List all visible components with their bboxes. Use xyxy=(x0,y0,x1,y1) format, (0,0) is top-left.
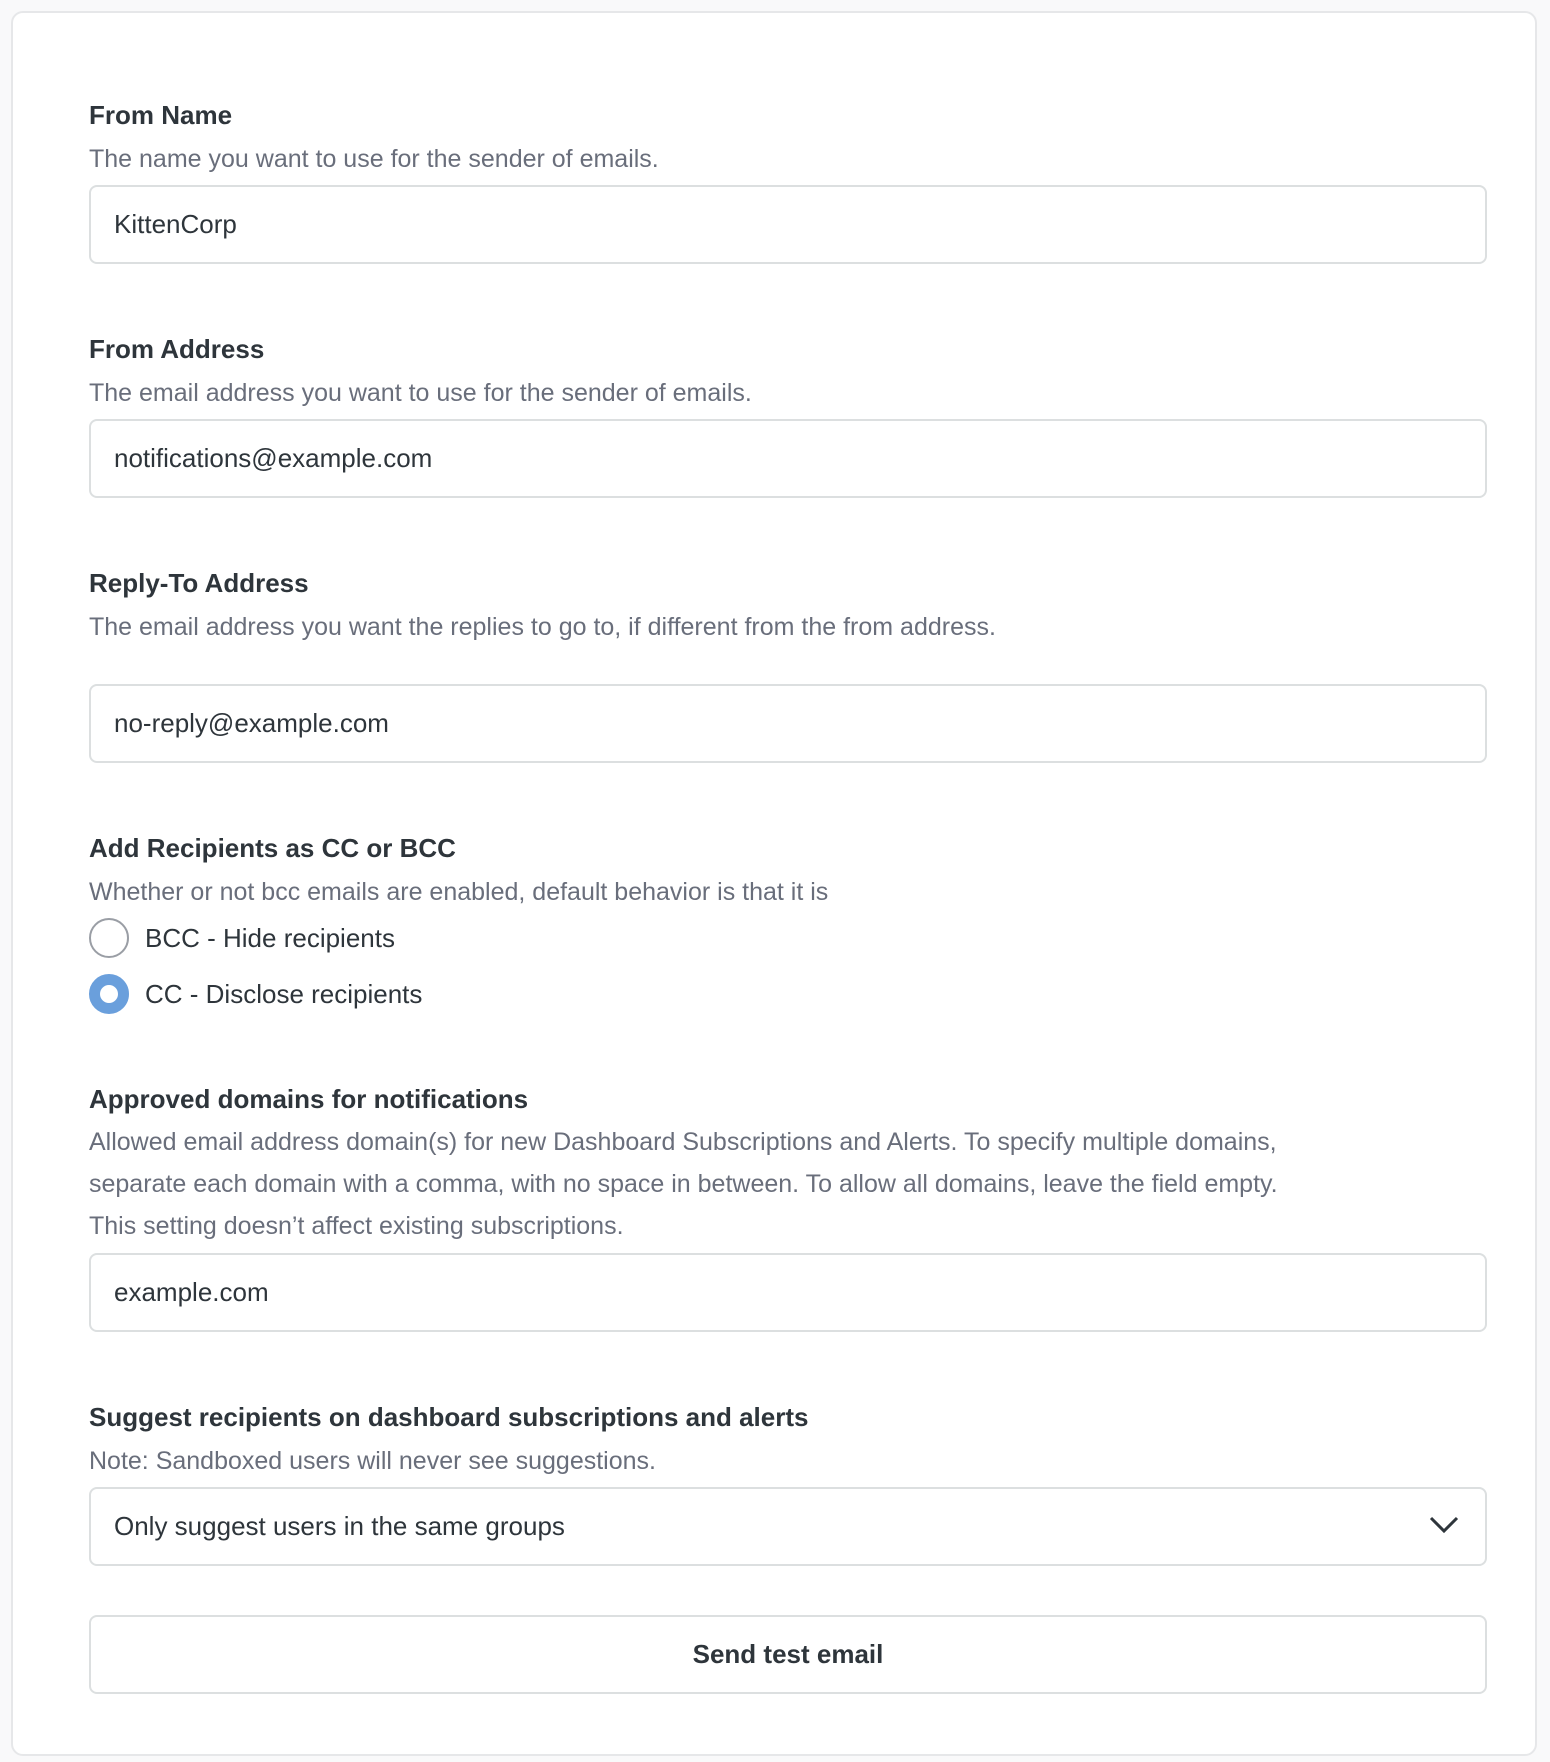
from-name-input[interactable] xyxy=(89,185,1487,264)
send-test-email-label: Send test email xyxy=(692,1639,884,1669)
approved-domains-input[interactable] xyxy=(89,1253,1487,1332)
from-address-value: notifications@example.com xyxy=(114,443,433,473)
approved-domains-description: Allowed email address domain(s) for new Dashboard Subscriptions and Alerts. To specify multiple domains, separate each domain with a comma, with no space in between. To allow all domains, leave the field empty. This setting doesn’t affect existing subscriptions. xyxy=(89,1128,1278,1240)
suggest-selected-value: Only suggest users in the same groups xyxy=(114,1511,565,1541)
recipients-description: Whether or not bcc emails are enabled, default behavior is that it is xyxy=(89,878,829,906)
radio-unchecked-icon[interactable] xyxy=(89,918,129,958)
suggest-select[interactable] xyxy=(89,1487,1487,1566)
reply-to-input[interactable] xyxy=(89,684,1487,763)
from-name-label: From Name xyxy=(89,100,233,130)
reply-to-value: no-reply@example.com xyxy=(114,708,389,738)
suggest-description: Note: Sandboxed users will never see suggestions. xyxy=(89,1447,656,1475)
send-test-email-button[interactable] xyxy=(89,1615,1487,1694)
approved-domains-label: Approved domains for notifications xyxy=(89,1084,529,1114)
radio-cc[interactable] xyxy=(89,973,422,1015)
from-name-value: KittenCorp xyxy=(114,209,237,239)
radio-bcc-label: BCC - Hide recipients xyxy=(145,922,395,953)
radio-bcc[interactable] xyxy=(89,917,395,959)
reply-to-label: Reply-To Address xyxy=(89,568,309,598)
from-name-description: The name you want to use for the sender of emails. xyxy=(89,145,659,173)
email-settings-card xyxy=(11,11,1537,1756)
radio-cc-label: CC - Disclose recipients xyxy=(145,978,423,1009)
radio-checked-icon[interactable] xyxy=(89,974,129,1014)
recipients-label: Add Recipients as CC or BCC xyxy=(89,833,456,863)
suggest-label: Suggest recipients on dashboard subscriptions and alerts xyxy=(89,1402,809,1432)
from-address-label: From Address xyxy=(89,334,265,364)
from-address-description: The email address you want to use for the sender of emails. xyxy=(89,379,752,407)
approved-domains-value: example.com xyxy=(114,1277,269,1307)
reply-to-description: The email address you want the replies to go to, if different from the from address. xyxy=(89,613,996,641)
from-address-input[interactable] xyxy=(89,419,1487,498)
chevron-down-icon xyxy=(1429,1515,1459,1535)
